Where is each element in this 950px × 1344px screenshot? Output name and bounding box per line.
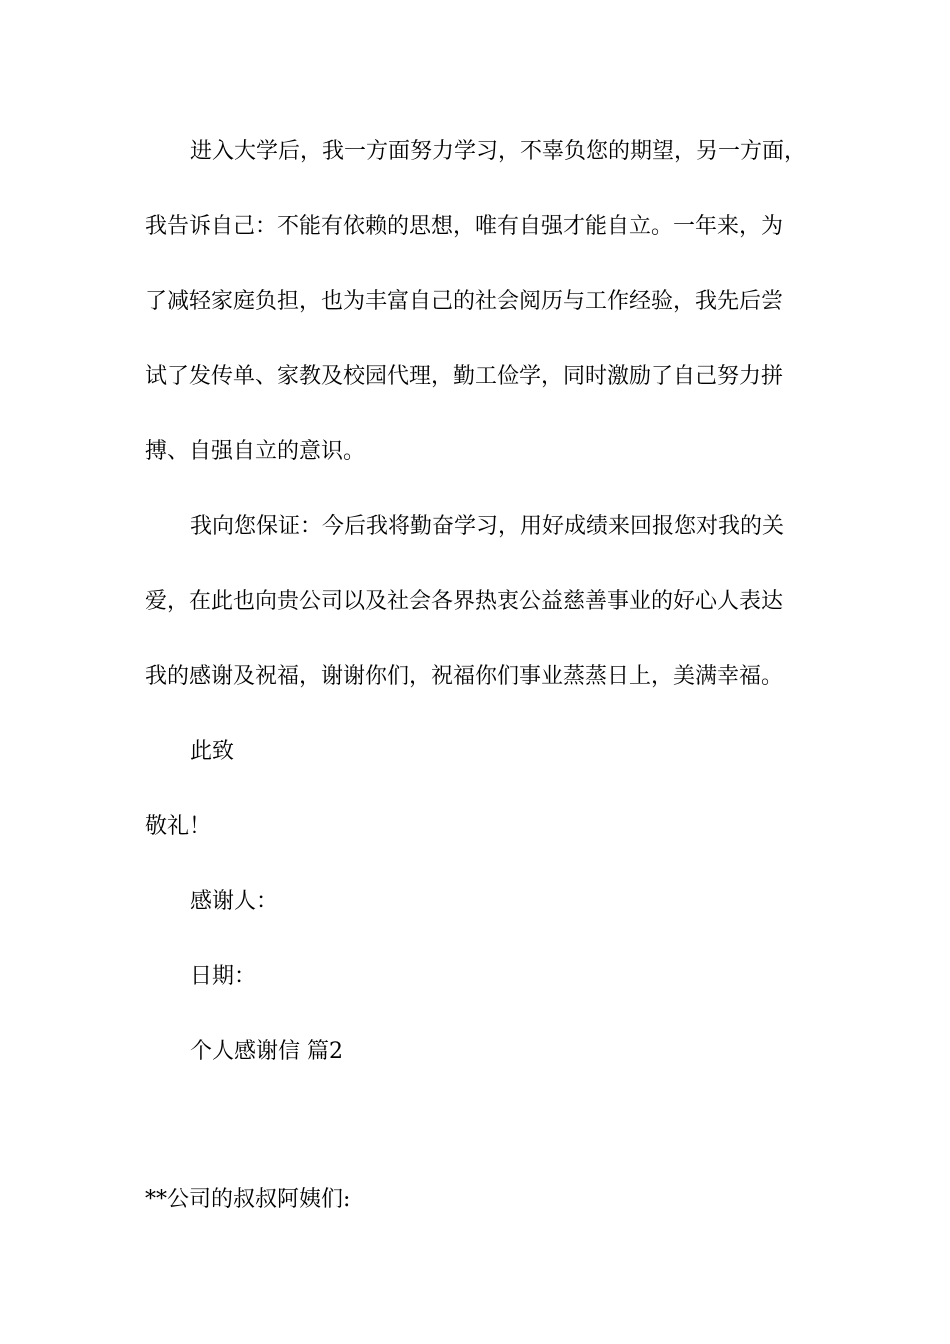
- paragraph-1-line-2: 我告诉自己：不能有依赖的思想，唯有自强才能自立。一年来，为: [145, 214, 784, 239]
- paragraph-2-line-1: 我向您保证：今后我将勤奋学习，用好成绩来回报您对我的关: [190, 514, 785, 539]
- paragraph-1-line-1: 进入大学后，我一方面努力学习，不辜负您的期望，另一方面，: [190, 139, 807, 164]
- closing-salute: 敬礼！: [145, 814, 212, 839]
- section-title: 个人感谢信 篇2: [190, 1039, 343, 1064]
- closing-greeting: 此致: [190, 739, 235, 764]
- paragraph-2-line-3: 我的感谢及祝福，谢谢你们，祝福你们事业蒸蒸日上，美满幸福。: [145, 664, 784, 689]
- paragraph-1-line-3: 了减轻家庭负担，也为丰富自己的社会阅历与工作经验，我先后尝: [145, 289, 784, 314]
- paragraph-1-line-5: 搏、自强自立的意识。: [145, 439, 366, 464]
- signer-label: 感谢人：: [190, 889, 279, 914]
- date-label: 日期：: [190, 964, 257, 989]
- paragraph-1-line-4: 试了发传单、家教及校园代理，勤工俭学，同时激励了自己努力拼: [145, 364, 784, 389]
- salutation: **公司的叔叔阿姨们:: [145, 1187, 351, 1212]
- paragraph-2-line-2: 爱，在此也向贵公司以及社会各界热衷公益慈善事业的好心人表达: [145, 589, 784, 614]
